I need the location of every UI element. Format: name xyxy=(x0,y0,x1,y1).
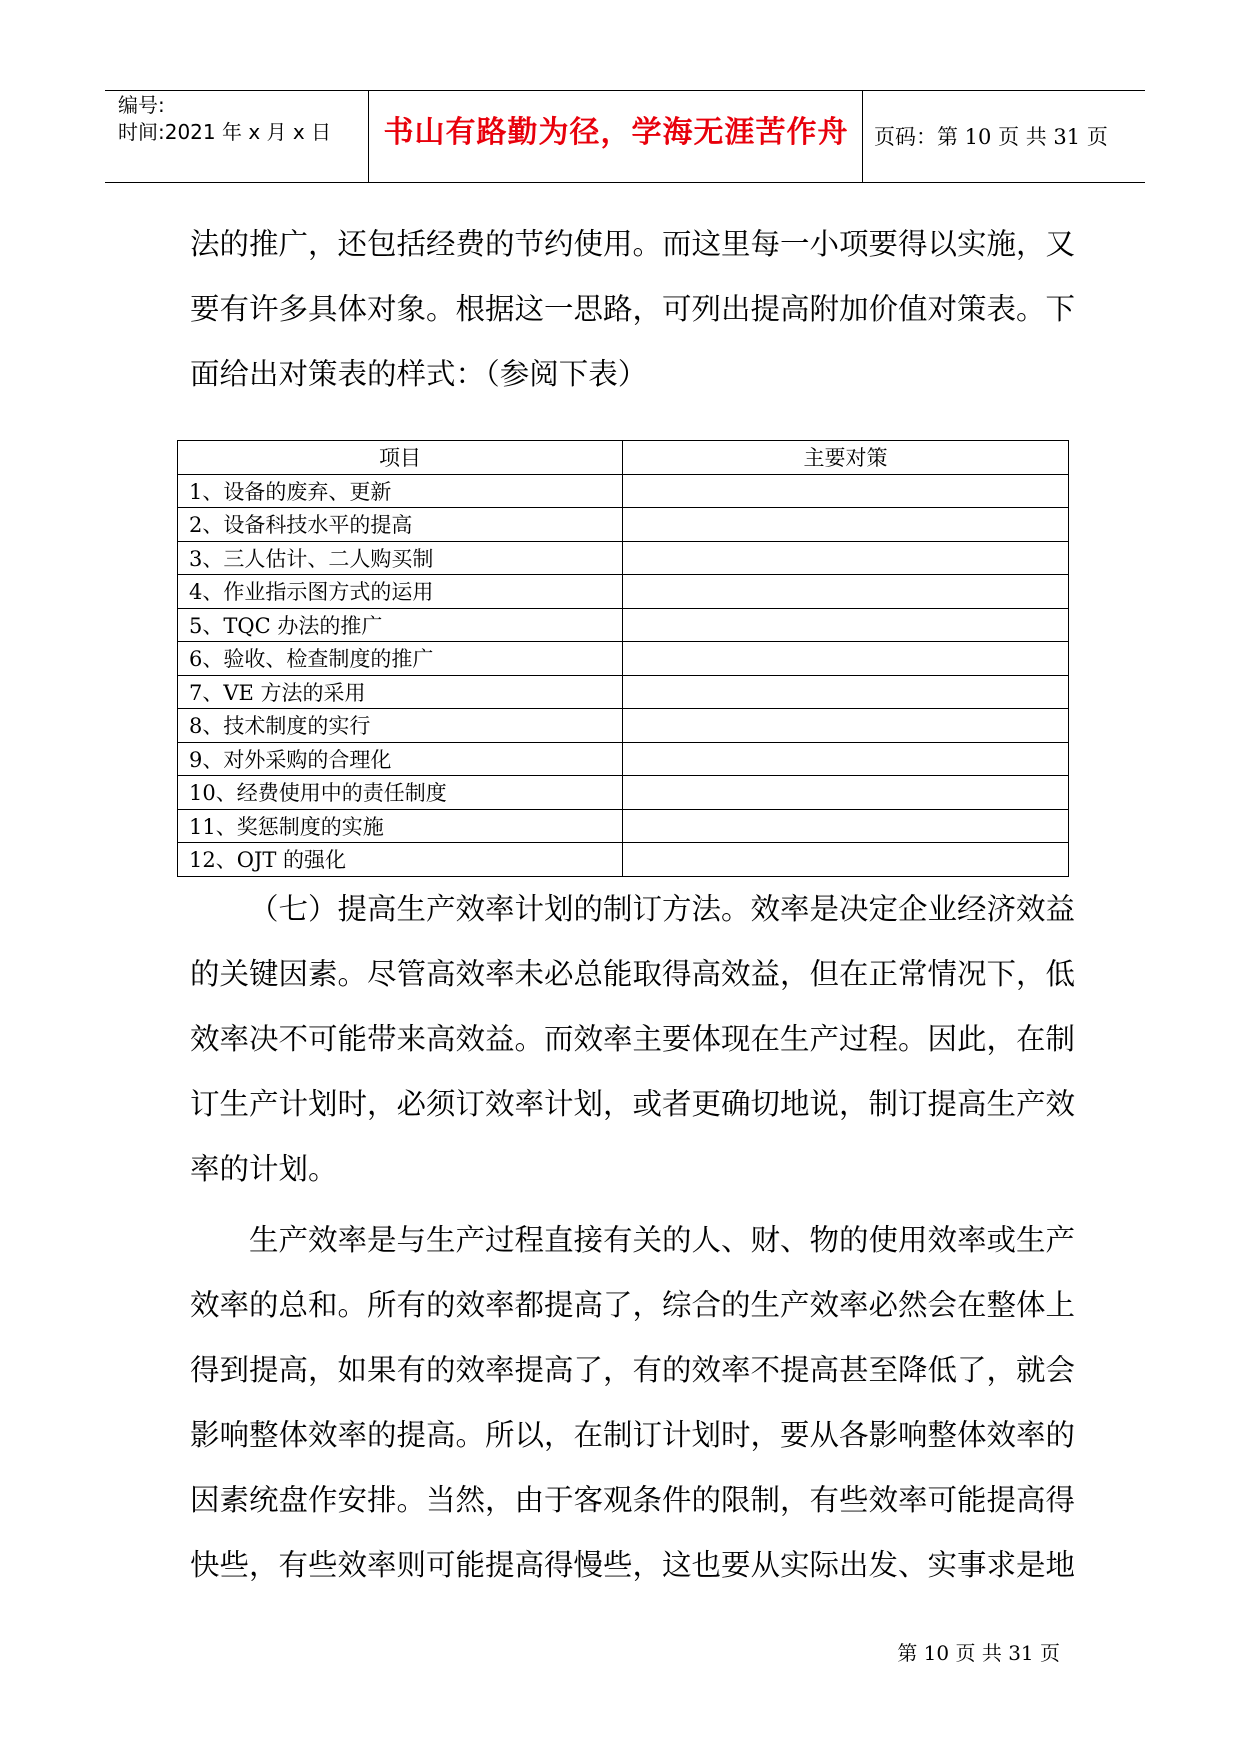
table-row xyxy=(178,809,1069,843)
table-cell-item: 12、OJT 的强化 xyxy=(178,843,623,877)
table-cell-item: 11、奖惩制度的实施 xyxy=(178,809,623,843)
text-line: 效率决不可能带来高效益。而效率主要体现在生产过程。因此，在制 xyxy=(190,1022,1076,1056)
page-footer: 第 10 页 共 31 页 xyxy=(897,1641,1060,1665)
table-cell-measure xyxy=(623,809,1069,843)
table-cell-measure xyxy=(623,541,1069,575)
table-cell-measure xyxy=(623,776,1069,810)
table-cell-item: 7、VE 方法的采用 xyxy=(178,675,623,709)
header-motto: 书山有路勤为径，学海无涯苦作舟 xyxy=(383,115,849,150)
column-header-measure: 主要对策 xyxy=(623,441,1069,475)
table-row xyxy=(178,675,1069,709)
text-line: 影响整体效率的提高。所以，在制订计划时，要从各影响整体效率的 xyxy=(190,1418,1076,1452)
table-row xyxy=(178,742,1069,776)
table-row xyxy=(178,709,1069,743)
table-cell-item: 6、验收、检查制度的推广 xyxy=(178,642,623,676)
table-row xyxy=(178,508,1069,542)
table-row xyxy=(178,776,1069,810)
document-number-label: 编号: xyxy=(118,93,165,117)
table-cell-measure xyxy=(623,843,1069,877)
table-cell-item: 8、技术制度的实行 xyxy=(178,709,623,743)
section-seven-paragraph xyxy=(190,877,1076,1202)
table-cell-item: 4、作业指示图方式的运用 xyxy=(178,575,623,609)
header-page-number: 页码：第 10 页 共 31 页 xyxy=(874,125,1108,149)
text-line: 生产效率是与生产过程直接有关的人、财、物的使用效率或生产 xyxy=(249,1223,1076,1257)
table-cell-measure xyxy=(623,608,1069,642)
document-time-label: 时间:2021 年 x 月 x 日 xyxy=(118,120,332,144)
header-top-rule xyxy=(105,90,1145,91)
header-divider-left xyxy=(368,90,369,182)
text-line: 面给出对策表的样式：（参阅下表） xyxy=(190,357,648,391)
text-line: 订生产计划时，必须订效率计划，或者更确切地说，制订提高生产效 xyxy=(190,1087,1076,1121)
table-cell-measure xyxy=(623,508,1069,542)
table-row xyxy=(178,642,1069,676)
table-cell-measure xyxy=(623,709,1069,743)
table-header-row xyxy=(178,441,1069,475)
table-cell-item: 3、三人估计、二人购买制 xyxy=(178,541,623,575)
table-cell-measure xyxy=(623,742,1069,776)
table-cell-measure xyxy=(623,474,1069,508)
table-cell-item: 10、经费使用中的责任制度 xyxy=(178,776,623,810)
table-cell-measure xyxy=(623,675,1069,709)
table-row xyxy=(178,608,1069,642)
text-line: 效率的总和。所有的效率都提高了，综合的生产效率必然会在整体上 xyxy=(190,1288,1076,1322)
column-header-item: 项目 xyxy=(178,441,623,475)
text-line: 得到提高，如果有的效率提高了，有的效率不提高甚至降低了，就会 xyxy=(190,1353,1076,1387)
table-row xyxy=(178,541,1069,575)
header-bottom-rule xyxy=(105,182,1145,183)
table-row xyxy=(178,843,1069,877)
text-line: （七）提高生产效率计划的制订方法。效率是决定企业经济效益 xyxy=(249,892,1076,926)
text-line: 法的推广，还包括经费的节约使用。而这里每一小项要得以实施，又 xyxy=(190,227,1076,261)
table-cell-item: 9、对外采购的合理化 xyxy=(178,742,623,776)
text-line: 快些，有些效率则可能提高得慢些，这也要从实际出发、实事求是地 xyxy=(190,1548,1076,1582)
text-line: 要有许多具体对象。根据这一思路，可列出提高附加价值对策表。下 xyxy=(190,292,1076,326)
countermeasure-table xyxy=(177,440,1069,877)
header-meta xyxy=(118,92,331,146)
table-cell-item: 1、设备的废弃、更新 xyxy=(178,474,623,508)
table-cell-item: 5、TQC 办法的推广 xyxy=(178,608,623,642)
text-line: 因素统盘作安排。当然，由于客观条件的限制，有些效率可能提高得 xyxy=(190,1483,1076,1517)
text-line: 率的计划。 xyxy=(190,1152,338,1186)
table-row xyxy=(178,575,1069,609)
text-line: 的关键因素。尽管高效率未必总能取得高效益，但在正常情况下，低 xyxy=(190,957,1076,991)
table-cell-measure xyxy=(623,575,1069,609)
header-divider-right xyxy=(862,90,863,182)
efficiency-paragraph xyxy=(190,1208,1076,1598)
table-cell-item: 2、设备科技水平的提高 xyxy=(178,508,623,542)
table-row xyxy=(178,474,1069,508)
table-cell-measure xyxy=(623,642,1069,676)
intro-paragraph xyxy=(190,212,1076,407)
